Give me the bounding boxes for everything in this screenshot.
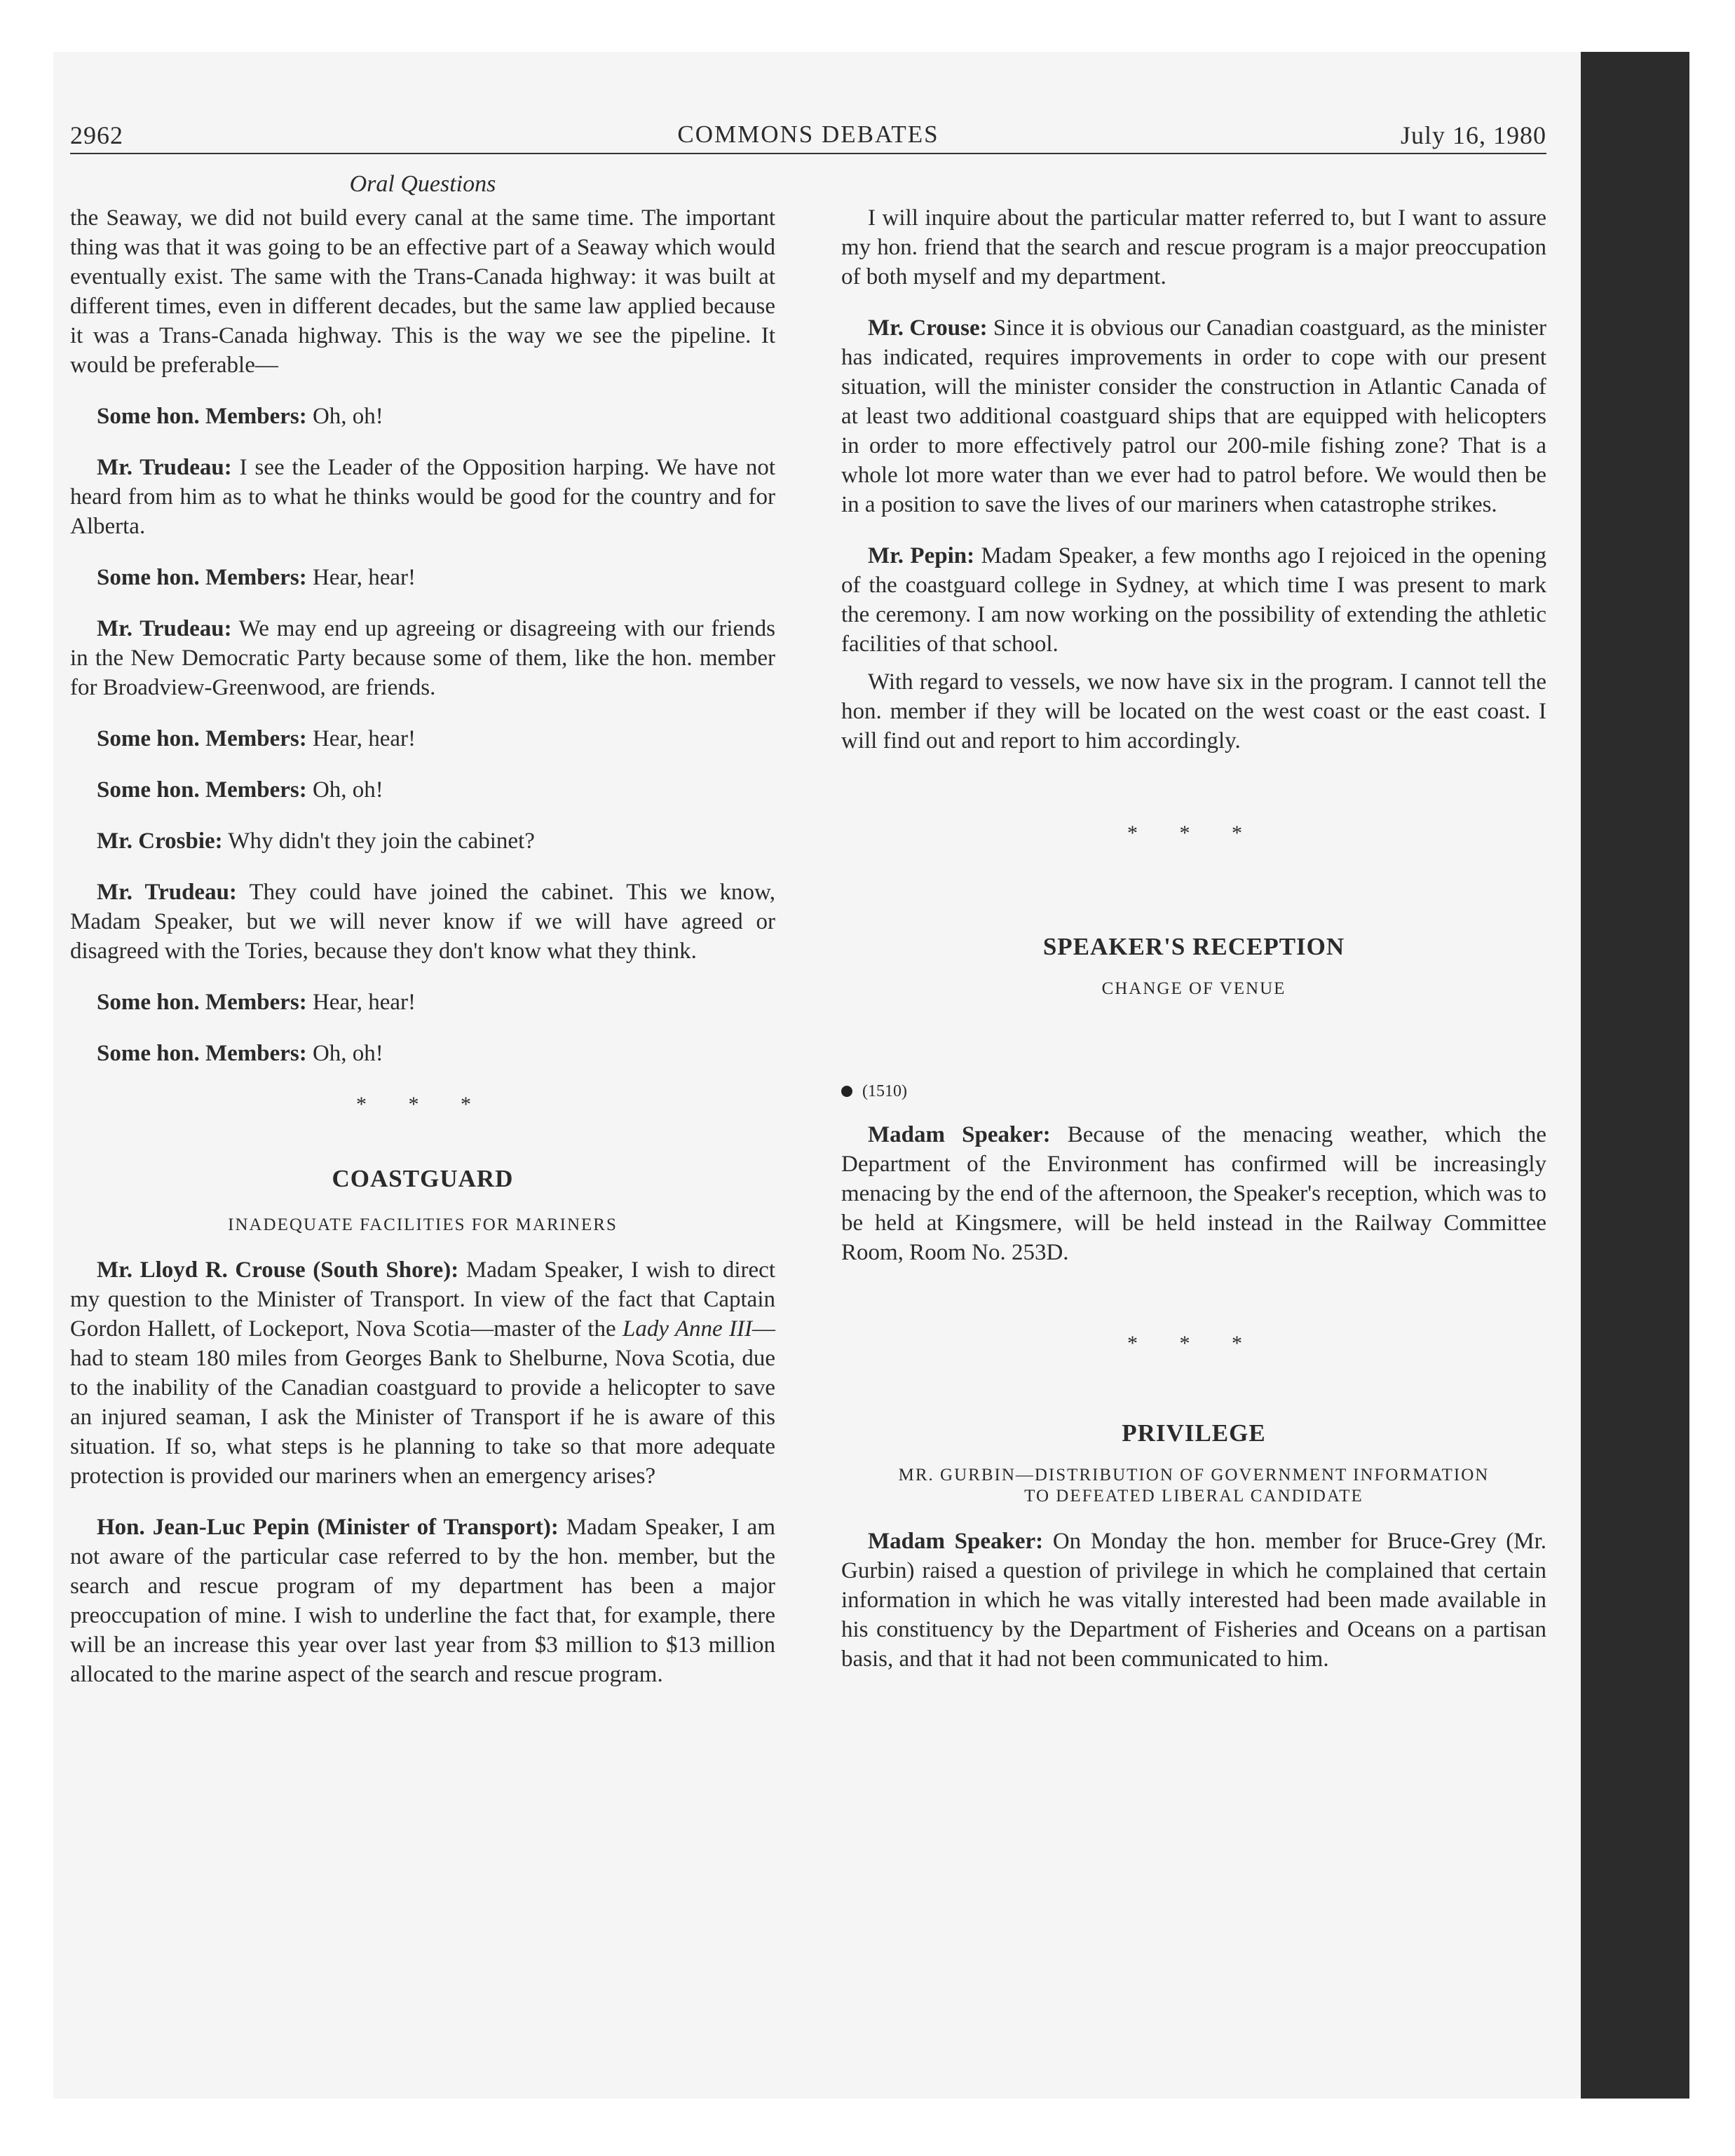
- speech: On Monday the hon. member for Bruce-Grey (Mr. Gurbin) raised a question of privilege in which he complained that certain information in which he was vitally interested had been made available in his constituency by the Department of Fisheries and Oceans on a partisan basis, and that it had not been communicated to him.: [841, 1529, 1546, 1672]
- section-heading: SPEAKER'S RECEPTION: [1042, 933, 1345, 960]
- timestamp-marker: [841, 1077, 1546, 1106]
- section-divider: * * *: [356, 1093, 489, 1116]
- speaker: Some hon. Members:: [97, 404, 307, 429]
- bullet-icon: [841, 1086, 852, 1097]
- speech: Oh, oh!: [306, 777, 383, 803]
- publication-title: COMMONS DEBATES: [677, 121, 939, 148]
- speech: They could have joined the cabinet. This we know, Madam Speaker, but we will never know if we will have agreed or disagreed with the Tories, because they don't know what they think.: [70, 880, 775, 964]
- speech: Since it is obvious our Canadian coastguard, as the minister has indicated, requires improvements in order to cope with our present situation, will the minister consider the construction in Atlantic Canada of at least two additional coastguard ships that are equipped with helicopters in order to more effectively patrol our 200-mile fishing zone? That is a whole lot more water than we ever had to patrol before. We would then be in a position to save the lives of our mariners when catastrophe strikes.: [841, 315, 1546, 517]
- publication-date: July 16, 1980: [1400, 121, 1546, 149]
- section-heading: COASTGUARD: [332, 1165, 514, 1192]
- speech: Because of the menacing weather, which the Department of the Environment has confirmed will be increasingly menacing by the end of the afternoon, the Speaker's reception, which was to be held at Kingsmere, will be held instead in the Railway Committee Room, Room No. 253D.: [841, 1122, 1546, 1265]
- section-label: Oral Questions: [349, 171, 496, 197]
- paragraph: [841, 541, 1546, 659]
- speech: We may end up agreeing or disagreeing with our friends in the New Democratic Party because some of them, like the hon. member for Broadview-Greenwood, are friends.: [70, 616, 775, 700]
- vessel-name: Lady Anne III: [622, 1316, 752, 1342]
- speaker: Hon. Jean-Luc Pepin (Minister of Transport):: [97, 1515, 559, 1540]
- paragraph: [70, 1513, 775, 1689]
- paragraph: [70, 775, 775, 805]
- paragraph: [70, 878, 775, 966]
- speaker: Mr. Trudeau:: [97, 880, 237, 905]
- paragraph: With regard to vessels, we now have six in the program. I cannot tell the hon. member if they will be located on the west coast or the east coast. I will find out and report to him accordingly.: [841, 669, 1546, 753]
- page-number: 2962: [70, 121, 123, 149]
- paragraph: [70, 614, 775, 702]
- section-divider: * * *: [1127, 1332, 1260, 1355]
- speaker: Mr. Lloyd R. Crouse (South Shore):: [97, 1257, 459, 1283]
- paragraph: [841, 1527, 1546, 1674]
- speaker: Mr. Crosbie:: [97, 828, 223, 854]
- speaker: Some hon. Members:: [97, 726, 307, 751]
- section-subheading-line: MR. GURBIN—DISTRIBUTION OF GOVERNMENT INFORMATION: [898, 1466, 1490, 1485]
- paragraph: [70, 724, 775, 753]
- speech: Hear, hear!: [306, 726, 416, 751]
- paragraph: [70, 1255, 775, 1491]
- speaker: Some hon. Members:: [97, 777, 307, 803]
- speech: Hear, hear!: [306, 990, 416, 1015]
- section-subheading: CHANGE OF VENUE: [1101, 979, 1286, 998]
- speaker: Mr. Crouse:: [868, 315, 988, 341]
- speech: Madam Speaker, a few months ago I rejoiced in the opening of the coastguard college in Sydney, at which time I was present to mark the ceremony. I am now working on the possibility of extending the athletic facilities of that school.: [841, 543, 1547, 657]
- section-heading: PRIVILEGE: [1122, 1419, 1266, 1447]
- paragraph: [70, 988, 775, 1017]
- section-subheading: INADEQUATE FACILITIES FOR MARINERS: [228, 1215, 618, 1234]
- paragraph: [70, 563, 775, 592]
- speaker: Mr. Trudeau:: [97, 455, 232, 480]
- header-rule: [70, 153, 1546, 154]
- section-divider: * * *: [1127, 821, 1260, 845]
- paragraph: [70, 453, 775, 541]
- speech: Why didn't they join the cabinet?: [222, 828, 535, 854]
- paragraph: [70, 1039, 775, 1068]
- left-column: [70, 203, 775, 1711]
- right-column: [841, 203, 1546, 1696]
- speaker: Some hon. Members:: [97, 565, 307, 590]
- paragraph: [70, 826, 775, 856]
- speaker: Some hon. Members:: [97, 990, 307, 1015]
- paragraph: [841, 313, 1546, 519]
- speaker: Some hon. Members:: [97, 1041, 307, 1066]
- speaker: Madam Speaker:: [868, 1529, 1044, 1554]
- paragraph: [70, 402, 775, 431]
- speech: Madam Speaker, I am not aware of the particular case referred to by the hon. member, but the search and rescue program of my department has been a major preoccupation of mine. I wish to underline the fact that, for example, there will be an increase this year over last year from $3 million to $13 million allocated to the marine aspect of the search and rescue program.: [70, 1515, 776, 1687]
- timestamp: (1510): [862, 1082, 907, 1100]
- section-subheading-line: TO DEFEATED LIBERAL CANDIDATE: [1024, 1487, 1363, 1506]
- page-header: [70, 121, 1546, 154]
- speaker: Mr. Trudeau:: [97, 616, 232, 641]
- paragraph: [841, 1120, 1546, 1267]
- speech: Oh, oh!: [306, 404, 383, 429]
- speech: Hear, hear!: [306, 565, 416, 590]
- speech: I see the Leader of the Opposition harping. We have not heard from him as to what he thinks would be good for the country and for Alberta.: [70, 455, 776, 539]
- scan-edge: [1581, 52, 1689, 2099]
- speech: Oh, oh!: [306, 1041, 383, 1066]
- speech: Madam Speaker, I wish to direct my question to the Minister of Transport. In view of the fact that Captain Gordon Hallett, of Lockeport, Nova Scotia—master of the: [70, 1257, 775, 1342]
- speaker: Mr. Pepin:: [868, 543, 975, 568]
- paragraph: I will inquire about the particular matter referred to, but I want to assure my hon. friend that the search and rescue program is a major preoccupation of both myself and my department.: [841, 205, 1546, 289]
- speaker: Madam Speaker:: [868, 1122, 1051, 1147]
- speech: —had to steam 180 miles from Georges Bank to Shelburne, Nova Scotia, due to the inability of the Canadian coastguard to provide a helicopter to save an injured seaman, I ask the Minister of Transport if he is aware of this situation. If so, what steps is he planning to take so that more adequate protection is provided our mariners when an emergency arises?: [70, 1316, 775, 1489]
- paragraph: the Seaway, we did not build every canal at the same time. The important thing was that it was going to be an effective part of a Seaway which would eventually exist. The same with the Trans-Canada highway: it was built at different times, even in different decades, but the same law applied because it was a Trans-Canada highway. This is the way we see the pipeline. It would be preferable—: [70, 205, 775, 378]
